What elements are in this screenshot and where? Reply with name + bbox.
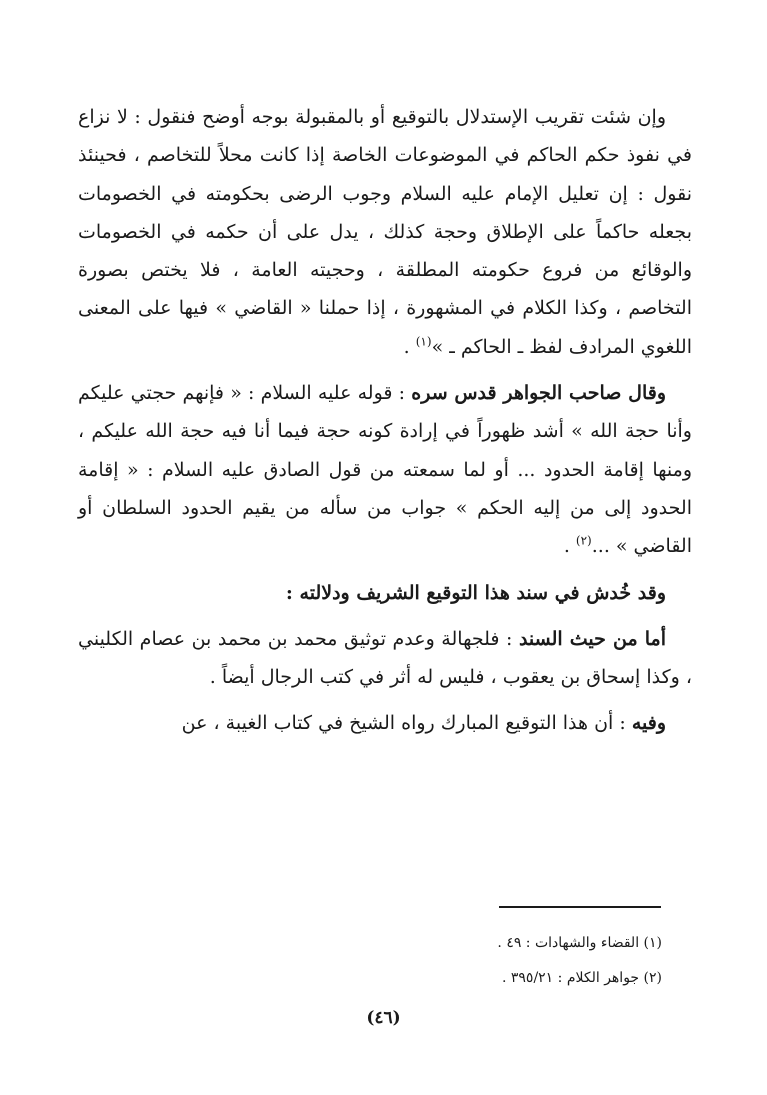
footnote-ref-2: (٢) [575,533,592,548]
paragraph-1 [78,98,692,366]
main-text [78,98,692,743]
paragraph-4-text: : فلجهالة وعدم توثيق محمد بن محمد بن عصام الكليني ، وكذا إسحاق بن يعقوب ، فليس له أثر في كتب الرجال أيضاً . [78,627,692,689]
paragraph-4 [78,620,692,697]
paragraph-2-lead: وقال صاحب الجواهر قدس سره [411,382,666,405]
paragraph-1-end: . [403,335,416,358]
page-number: (٤٦) [366,1008,401,1028]
paragraph-1-text: وإن شئت تقريب الإستدلال بالتوقيع أو بالمقبولة بوجه أوضح فنقول : لا نزاع في نفوذ حكم الحاكم في الموضوعات الخاصة إذا كانت محلاً للتخاصم ، فحينئذ نقول : إن تعليل الإمام عليه السلام وجوب الرضى بحكومته في الخصومات بجعله حاكماً على الإطلاق وحجة كذلك ، يدل على أن حكمه في الخصومات والوقائع من فروع حكومته المطلقة ، وحجيته العامة ، فلا يختص بصورة التخاصم ، وكذا الكلام في المشهورة ، إذا حملنا « القاضي » فيها على المعنى اللغوي المرادف لفظ ـ الحاكم ـ » [78,106,692,358]
paragraph-5-text: : أن هذا التوقيع المبارك رواه الشيخ في كتاب الغيبة ، عن [181,712,632,735]
footnote-1: (١) القضاء والشهادات : ٤٩ . [497,935,662,951]
footnotes [420,926,662,996]
paragraph-2-end: . [563,535,576,558]
paragraph-2-text: : قوله عليه السلام : « فإنهم حجتي عليكم وأنا حجة الله » أشد ظهوراً في إرادة كونه حجة فيما أنا فيه حجة الله عليكم ، ومنها إقامة الحدود ... أو لما سمعته من قول الصادق عليه السلام : « إقامة الحدود إلى من إليه الحكم » جواب من سأله من يقيم الحدود السلطان أو القاضي » ... [78,382,692,558]
footnote-ref-1: (١) [415,334,432,349]
footnote-2: (٢) جواهر الكلام : ٣٩٥/٢١ . [501,970,662,986]
paragraph-4-lead: أما من حيث السند [518,627,667,650]
section-heading [78,574,692,612]
section-heading-text: وقد خُدش في سند هذا التوقيع الشريف ودلالته : [285,581,666,604]
paragraph-2 [78,374,692,565]
footnote-divider [499,906,661,908]
paragraph-5 [78,704,692,742]
paragraph-5-lead: وفيه [631,712,666,735]
